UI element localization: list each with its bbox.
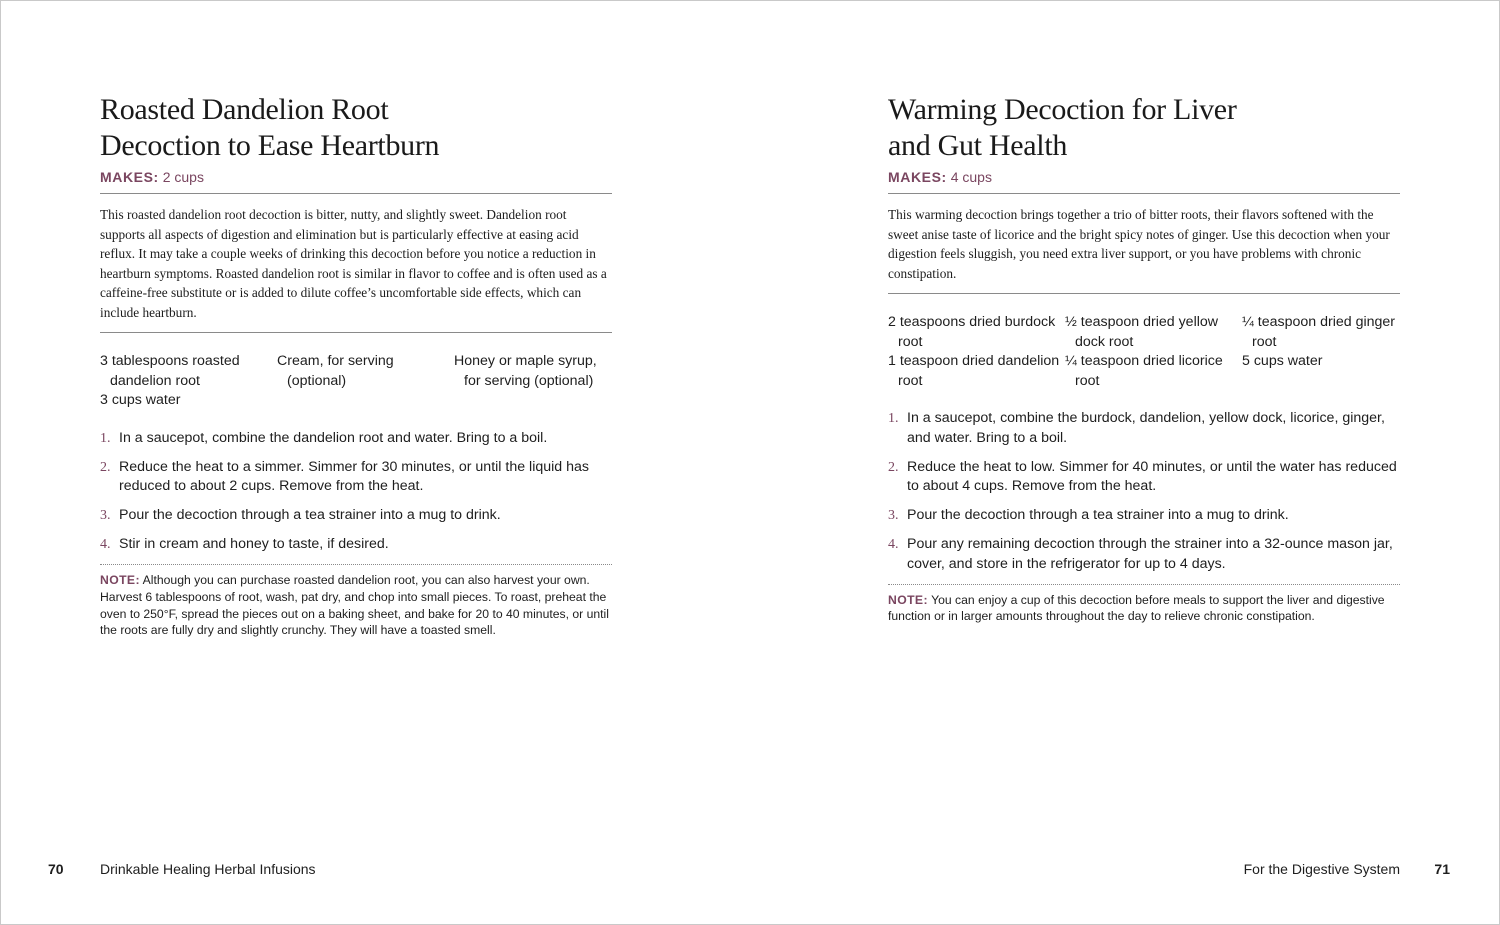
instruction-step	[100, 535, 612, 555]
step-number: 4.	[100, 537, 111, 552]
note-label: NOTE:	[888, 592, 928, 607]
instruction-step	[888, 409, 1400, 448]
ingredient-column	[888, 313, 1065, 391]
page-number-left: 70	[48, 861, 64, 877]
step-text: Pour the decoction through a tea strainer into a mug to drink.	[907, 507, 1289, 523]
instruction-step	[888, 535, 1400, 574]
makes-label: MAKES:	[100, 169, 159, 185]
page-number-right: 71	[1434, 861, 1450, 877]
makes-value: 4 cups	[950, 169, 992, 185]
ingredient-item: ¼ teaspoon dried licorice root	[1065, 353, 1223, 389]
step-number: 1.	[100, 430, 111, 446]
step-text: Pour any remaining decoction through the strainer into a 32-ounce mason jar, cover, and store in the refrigerator for up to 4 days.	[907, 536, 1393, 572]
ingredient-column	[277, 352, 454, 411]
note-label: NOTE:	[100, 573, 140, 587]
recipe-note	[888, 584, 1400, 626]
running-footer-left: Drinkable Healing Herbal Infusions	[100, 861, 316, 877]
makes-label: MAKES:	[888, 169, 947, 185]
recipe-note	[100, 564, 612, 639]
step-number: 1.	[888, 411, 899, 426]
ingredient-item: 3 cups water	[100, 392, 181, 408]
makes-yield	[888, 169, 1400, 194]
step-text: Reduce the heat to a simmer. Simmer for 30 minutes, or until the liquid has reduced to about 2 cups. Remove from the heat.	[119, 458, 589, 494]
step-text: In a saucepot, combine the burdock, dandelion, yellow dock, licorice, ginger, and water. Bring to a boil.	[907, 410, 1385, 446]
recipe-intro: This roasted dandelion root decoction is bitter, nutty, and slightly sweet. Dandelion root supports all aspects of digestion and elimination but is particularly effective at easing acid reflux. It may take a couple weeks of drinking this decoction before you notice a reduction in heartburn symptoms. Roasted dandelion root is similar in flavor to coffee and is often used as a caffeine-free substitute or is added to dilute coffee’s uncomfortable side effects, which can include heartburn.	[100, 205, 612, 333]
step-number: 3.	[100, 508, 111, 523]
ingredient-item: Honey or maple syrup, for serving (optional)	[454, 353, 597, 389]
makes-yield	[100, 169, 612, 194]
instruction-step	[888, 458, 1400, 497]
step-text: Stir in cream and honey to taste, if desired.	[119, 536, 389, 552]
running-footer-right: For the Digestive System	[1243, 861, 1400, 877]
instruction-steps	[888, 409, 1400, 574]
step-text: Reduce the heat to low. Simmer for 40 minutes, or until the water has reduced to about 4 cups. Remove from the heat.	[907, 458, 1397, 494]
right-recipe	[888, 92, 1400, 625]
step-number: 3.	[888, 508, 899, 523]
instruction-step	[100, 429, 612, 449]
ingredient-list	[100, 352, 612, 411]
title-line: Warming Decoction for Liver	[888, 93, 1237, 126]
instruction-steps	[100, 429, 612, 555]
ingredient-item: 2 teaspoons dried burdock root	[888, 314, 1056, 350]
title-line: Decoction to Ease Heartburn	[100, 129, 440, 162]
step-text: In a saucepot, combine the dandelion root and water. Bring to a boil.	[119, 429, 548, 446]
recipe-title	[100, 92, 612, 164]
recipe-intro: This warming decoction brings together a trio of bitter roots, their flavors softened with the sweet anise taste of licorice and the bright spicy notes of ginger. Use this decoction when your digestion feels sluggish, you need extra liver support, or you have problems with chronic constipation.	[888, 205, 1400, 294]
note-text: You can enjoy a cup of this decoction before meals to support the liver and digestive function or in larger amounts throughout the day to relieve chronic constipation.	[888, 592, 1385, 624]
instruction-step	[888, 506, 1400, 526]
makes-value: 2 cups	[162, 169, 204, 185]
ingredient-item: ¼ teaspoon dried ginger root	[1242, 314, 1396, 350]
ingredient-column	[100, 352, 277, 411]
instruction-step	[100, 458, 612, 497]
ingredient-item: 3 tablespoons roasted dandelion root	[100, 353, 240, 389]
step-number: 2.	[100, 459, 111, 475]
ingredient-item: 5 cups water	[1242, 353, 1323, 369]
ingredient-item: Cream, for serving (optional)	[277, 353, 394, 389]
ingredient-list	[888, 313, 1400, 391]
ingredient-column	[1065, 313, 1242, 391]
ingredient-item: ½ teaspoon dried yellow dock root	[1065, 314, 1219, 350]
instruction-step	[100, 506, 612, 526]
note-text: Although you can purchase roasted dandelion root, you can also harvest your own. Harvest 6 tablespoons of root, wash, pat dry, and chop into small pieces. To roast, preheat the oven to 250°F, spread the pieces out on a baking sheet, and bake for 20 to 40 minutes, or until the roots are fully dry and slightly crunchy. They will have a toasted smell.	[100, 573, 609, 638]
step-text: Pour the decoction through a tea strainer into a mug to drink.	[119, 507, 501, 523]
ingredient-item: 1 teaspoon dried dandelion root	[888, 353, 1060, 389]
left-recipe	[100, 92, 612, 639]
ingredient-column	[1242, 313, 1400, 391]
ingredient-column	[454, 352, 612, 411]
title-line: and Gut Health	[888, 129, 1068, 162]
step-number: 4.	[888, 537, 899, 552]
step-number: 2.	[888, 459, 899, 475]
title-line: Roasted Dandelion Root	[100, 93, 389, 126]
recipe-title	[888, 92, 1400, 164]
